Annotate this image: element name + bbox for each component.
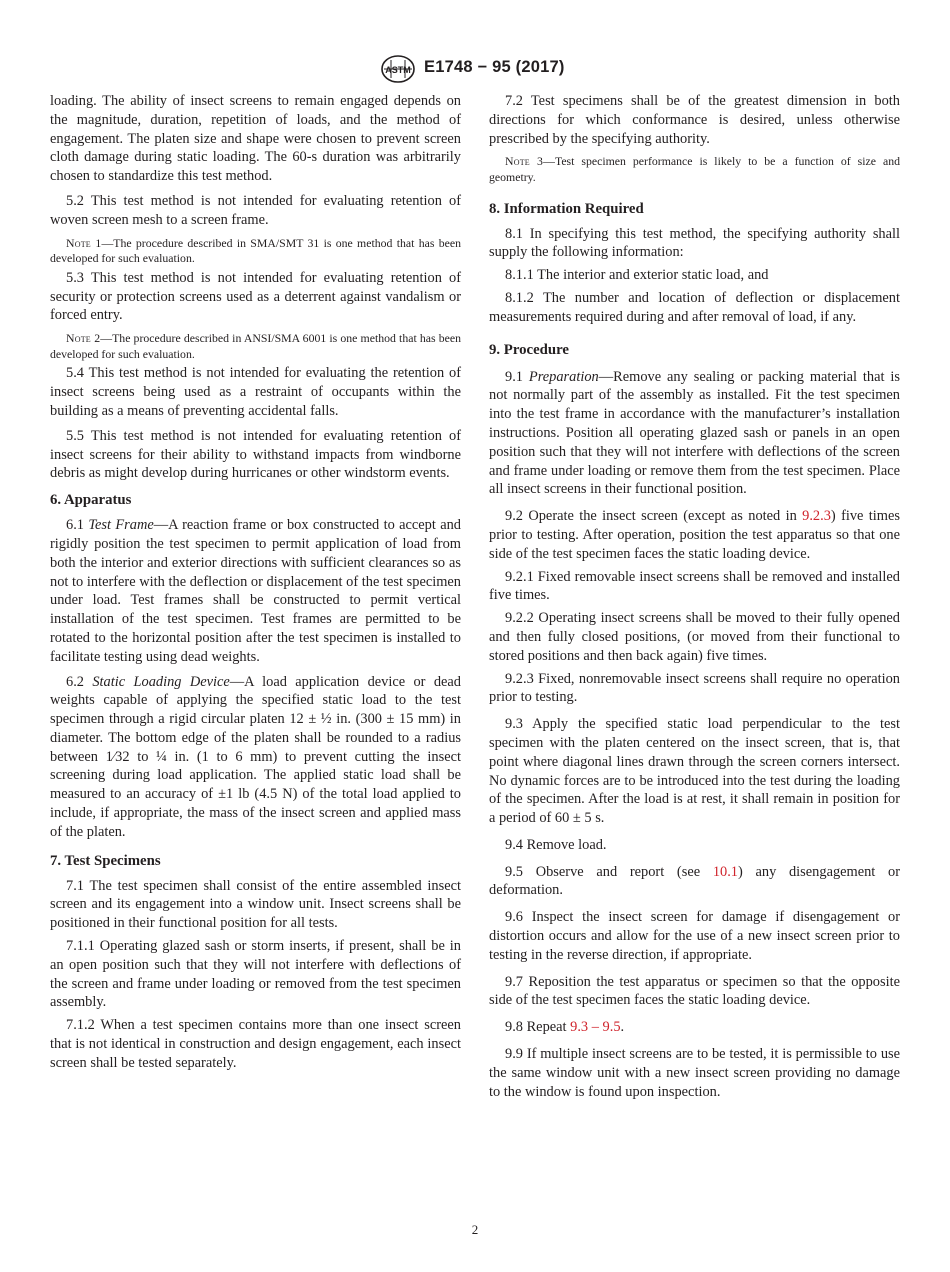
page-header (0, 52, 950, 86)
paragraph-8-1-1: 8.1.1 The interior and exterior static load, and (505, 267, 769, 284)
xref-link-10-1[interactable]: 10.1 (712, 863, 738, 880)
clause-number: 9.1 (505, 368, 529, 385)
paragraph-5-2: 5.2 This test method is not intended for evaluating retention of woven screen mesh to a screen frame. (50, 192, 461, 228)
paragraph-5-5: 5.5 This test method is not intended for evaluating retention of insect screens for their ability to withstand impacts from windborne debris as might develop during hurricanes or other windstorm events. (50, 427, 461, 482)
note-text: —The procedure described in SMA/SMT 31 is one method that has been developed for such evaluation. (50, 235, 461, 266)
paragraph-9-9: 9.9 If multiple insect screens are to be tested, it is permissible to use the same window unit with a new insect screen providing no damage to the window is found upon inspection. (489, 1046, 900, 1100)
paragraph-9-7: 9.7 Reposition the test apparatus or specimen so that the opposite side of the test specimen faces the static loading device. (489, 973, 900, 1009)
section-heading-8: 8. Information Required (489, 200, 644, 217)
astm-logo-icon (380, 54, 416, 84)
paragraph-7-1-2: 7.1.2 When a test specimen contains more than one insect screen that is not identical in construction and design engagement, each insect screen shall be tested separately. (50, 1017, 461, 1071)
right-column (489, 92, 900, 1101)
paragraph-9-2-1: 9.2.1 Fixed removable insect screens shall be removed and installed five times. (489, 568, 900, 604)
paragraph-6-2 (50, 673, 461, 842)
paragraph-7-2: 7.2 Test specimens shall be of the greatest dimension in both directions for which conformance is desired, unless otherwise prescribed by the specifying authority. (489, 93, 900, 147)
paragraph-9-2-2: 9.2.2 Operating insect screens shall be moved to their fully opened and then fully closed positions, (or moved from their functional to stored positions and then back again) five times. (489, 610, 900, 664)
paragraph-7-1-1: 7.1.1 Operating glazed sash or storm inserts, if present, shall be in an open position such that they will not interfere with deflections of the screen and frame under loading or removed from the test specimen assembly. (50, 938, 461, 1011)
section-heading-9: 9. Procedure (489, 341, 569, 358)
paragraph-9-1 (489, 368, 900, 500)
paragraph-9-3: 9.3 Apply the specified static load perpendicular to the test specimen with the platen centered on the insect screen, that is, that point where diagonal lines drawn through the screen corners intersect. No dynamic forces are to be introduced into the test during the loading of the specimen. After the load is at rest, it shall remain in position for a period of 60 ± 5 s. (489, 716, 900, 827)
note-label: Note 1 (66, 235, 102, 250)
clause-text: ) five times prior to testing. After operation, position the test apparatus so that one side of the test specimen faces the static loading device. (489, 508, 900, 562)
paragraph-8-1-2: 8.1.2 The number and location of deflection or displacement measurements required during and after removal of load, if any. (489, 289, 900, 325)
standard-designation: E1748 − 95 (2017) (424, 58, 565, 76)
clause-title: Test Frame (88, 517, 154, 534)
paragraph-9-6: 9.6 Inspect the insect screen for damage if disengagement or distortion occurs and allow for the use of a new insect screen prior to testing in the reverse direction, if appropriate. (489, 909, 900, 963)
paragraph-8-1: 8.1 In specifying this test method, the specifying authority shall supply the following information: (489, 225, 900, 261)
section-heading-6: 6. Apparatus (50, 492, 132, 509)
note-1 (50, 236, 461, 267)
clause-text: ) any disengagement or deformation. (489, 863, 901, 899)
clause-text: 9.8 Repeat (505, 1019, 571, 1036)
paragraph-9-5 (489, 863, 900, 901)
clause-text: —A reaction frame or box constructed to accept and rigidly position the test specimen to permit application of load from both the interior and exterior directions with sufficient clearances so as not to interfere with the deflection or displacement of the test specimen under load. Test frames shall be constructed to permit vertical installation of the test specimen. Test frames are permitted to be rotated to the horizontal position after the test specimen is installed to facilitate testing using dead weights. (50, 517, 461, 665)
xref-link-9-3-9-5[interactable]: 9.3 – 9.5 (570, 1019, 621, 1036)
note-label: Note 3 (505, 154, 544, 169)
paragraph-9-2 (489, 507, 900, 563)
note-text: —The procedure described in ANSI/SMA 6001 is one method that has been developed for such evaluation. (50, 331, 461, 361)
paragraph-9-8 (489, 1018, 900, 1037)
page-number: 2 (471, 1222, 479, 1237)
paragraph-9-2-3: 9.2.3 Fixed, nonremovable insect screens shall require no operation prior to testing. (489, 670, 900, 706)
left-column (50, 92, 461, 1073)
clause-title: Preparation (528, 368, 599, 385)
note-label: Note 2 (66, 331, 101, 346)
paragraph-6-1 (50, 516, 461, 666)
paragraph-7-1: 7.1 The test specimen shall consist of the entire assembled insect screen and its engagement into a window unit. Insect screens shall be positioned in their functional position for all tests. (50, 877, 461, 932)
note-text: —Test specimen performance is likely to be a function of size and geometry. (489, 154, 900, 184)
paragraph-9-4: 9.4 Remove load. (505, 836, 607, 853)
svg-text:ASTM: ASTM (385, 65, 411, 75)
paragraph-5-3: 5.3 This test method is not intended for evaluating retention of security or protection screens used as a deterrent against vandalism or forced entry. (50, 269, 461, 324)
clause-number: 6.1 (66, 517, 89, 534)
clause-text: —A load application device or dead weights capable of applying the specified static load to the test specimen through a rigid circular platen 12 ± ½ in. (300 ± 15 mm) in diameter. The bottom edge of the platen shall be rounded to a radius between 1⁄32 to ¼ in. (1 to 6 mm) to prevent cutting the insect screening during load application. The applied static load shall be measured to an accuracy of ±1 lb (4.5 N) of the total load applied to include, if appropriate, the mass of the insect screen and applied mass of the platen. (50, 673, 461, 840)
clause-number: 6.2 (66, 673, 93, 690)
clause-title: Static Loading Device (92, 673, 230, 690)
note-2 (50, 331, 461, 362)
note-3 (489, 154, 900, 185)
clause-text: 9.2 Operate the insect screen (except as noted in (505, 508, 803, 525)
paragraph-5-1-continued: loading. The ability of insect screens to remain engaged depends on the magnitude, duration, repetition of loads, and the method of engagement. The platen size and shape were chosen to prevent screen cloth damage during static loading. The 60-s duration was arbitrarily chosen to standardize this test method. (50, 93, 461, 185)
clause-text: —Remove any sealing or packing material that is not normally part of the assembly as installed. Fit the test specimen into the test frame in accordance with the manufacturer’s installation instructions. Position all operating glazed sash or panels in an open position such that they will not interfere with deflections of the screen and frame under loading or remove them from the test specimen. Place all insect screens in their functional position. (489, 368, 900, 498)
section-heading-7: 7. Test Specimens (50, 852, 161, 869)
clause-text: . (620, 1019, 625, 1036)
clause-text: 9.5 Observe and report (see (505, 863, 713, 880)
xref-link-9-2-3[interactable]: 9.2.3 (802, 508, 831, 525)
paragraph-5-4: 5.4 This test method is not intended for evaluating the retention of insect screens being used as a restraint of occupants within the building as a means of preventing accidental falls. (50, 365, 461, 419)
